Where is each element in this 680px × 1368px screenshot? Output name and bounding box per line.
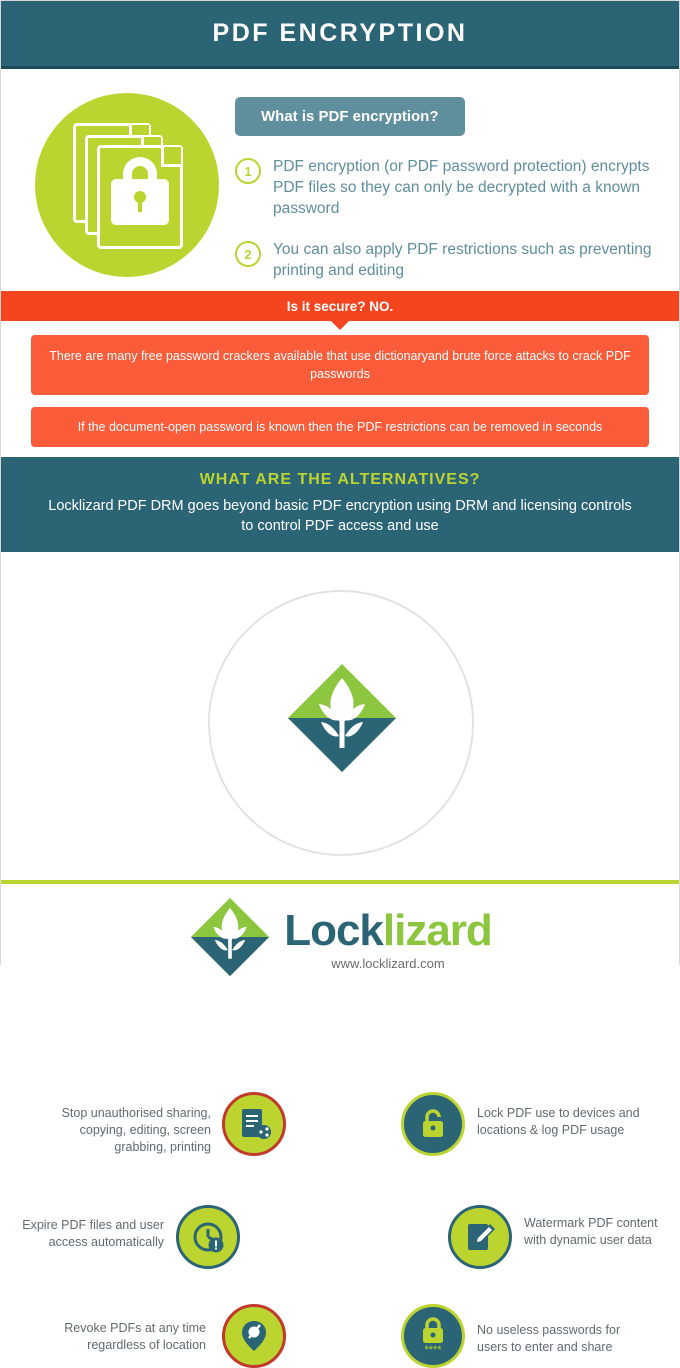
- brand-name-part2: lizard: [382, 905, 492, 955]
- alternatives-subtitle: Locklizard PDF DRM goes beyond basic PDF encryption using DRM and licensing controls to control PDF access and use: [48, 498, 632, 534]
- closed-padlock-asterisks-icon: [415, 1317, 451, 1355]
- page-header: [1, 1, 679, 69]
- wheel-caption-expire-files: Expire PDF files and user access automatically: [22, 1218, 164, 1249]
- wheel-caption-watermark: Watermark PDF content with dynamic user data: [524, 1216, 658, 1247]
- brand-name: [284, 905, 492, 955]
- locklizard-tree-logo: [188, 895, 272, 984]
- brand-lockup[interactable]: [188, 895, 492, 984]
- page-title: PDF ENCRYPTION: [212, 19, 468, 47]
- open-padlock-icon: [415, 1106, 451, 1142]
- alternatives-title: WHAT ARE THE ALTERNATIVES?: [199, 471, 481, 488]
- brand-url[interactable]: www.locklizard.com: [331, 955, 445, 971]
- bullet-number: 2: [235, 241, 261, 267]
- what-is-pdf-encryption-section: [1, 69, 679, 291]
- secure-banner-label: Is it secure? NO.: [286, 298, 394, 314]
- wheel-caption-revoke: Revoke PDFs at any time regardless of location: [64, 1321, 206, 1352]
- brand-text: [284, 905, 492, 971]
- bullet-text: You can also apply PDF restrictions such as preventing printing and editing: [273, 241, 652, 279]
- svg-text:****: ****: [424, 1344, 442, 1355]
- wheel-caption-no-passwords: No useless passwords for users to enter and share: [477, 1323, 621, 1354]
- bullet-number: 1: [235, 158, 261, 184]
- location-pin-icon: [235, 1317, 273, 1355]
- document-share-blocked-icon: [234, 1104, 274, 1144]
- what-content: [227, 87, 653, 291]
- is-it-secure-section: [1, 291, 679, 457]
- pencil-edit-icon: [461, 1218, 499, 1256]
- wheel-node-watermark[interactable]: [448, 1205, 512, 1269]
- lock-keyhole-icon: [134, 191, 146, 203]
- wheel-node-no-passwords[interactable]: [401, 1304, 465, 1368]
- secure-card-crackers: There are many free password crackers available that use dictionaryand brute force attacks to crack PDF passwords: [31, 335, 649, 395]
- alternatives-section: [1, 457, 679, 552]
- what-is-pdf-encryption-pill: What is PDF encryption?: [235, 97, 465, 136]
- page-footer: [1, 884, 679, 988]
- wheel-node-stop-sharing[interactable]: [222, 1092, 286, 1156]
- bullet-item: [235, 156, 653, 219]
- wheel-node-lock-devices[interactable]: [401, 1092, 465, 1156]
- locklizard-tree-logo: [284, 660, 400, 776]
- pdf-documents-lock-icon: [35, 93, 219, 277]
- wheel-node-expire-files[interactable]: [176, 1205, 240, 1269]
- clock-expiry-icon: [189, 1218, 227, 1256]
- bullet-text: PDF encryption (or PDF password protection) encrypts PDF files so they can only be decrypted with a known password: [273, 158, 650, 217]
- wheel-caption-lock-devices: Lock PDF use to devices and locations & log PDF usage: [477, 1106, 640, 1137]
- wheel-node-revoke[interactable]: [222, 1304, 286, 1368]
- secure-banner: [1, 291, 679, 321]
- badge-column: [27, 87, 227, 291]
- bullet-item: [235, 239, 653, 281]
- brand-name-part1: Lock: [284, 905, 383, 955]
- wheel-caption-stop-sharing: Stop unauthorised sharing, copying, editing, screen grabbing, printing: [61, 1106, 211, 1154]
- secure-card-restrictions: If the document-open password is known then the PDF restrictions can be removed in seconds: [31, 407, 649, 447]
